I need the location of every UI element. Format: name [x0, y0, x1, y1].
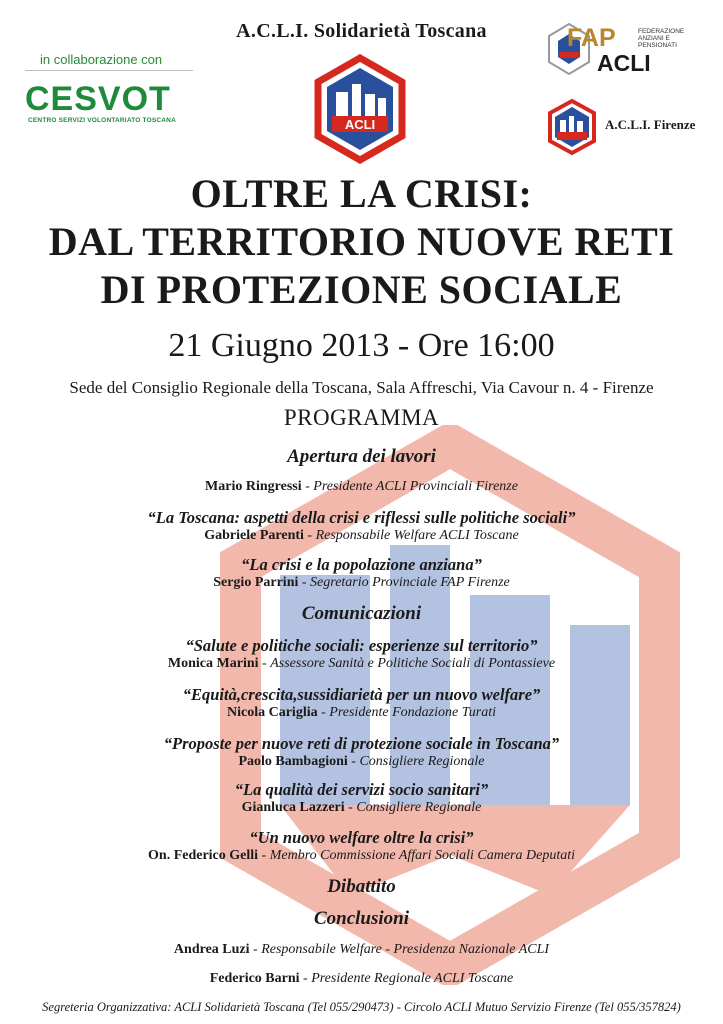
- fap-letters: FAP: [567, 24, 616, 52]
- conclusion-speaker-2: Federico Barni - Presidente Regionale ACLI Toscane: [209, 971, 514, 986]
- section-debate: Dibattito: [327, 876, 396, 897]
- title-line-3: DI PROTEZIONE SOCIALE: [100, 267, 623, 312]
- comm-1-title: “Salute e politiche sociali: esperienze sul territorio”: [185, 636, 538, 655]
- comm-1-speaker: Monica Marini - Assessore Sanità e Politiche Sociali di Pontassieve: [167, 656, 556, 671]
- section-opening: Apertura dei lavori: [287, 446, 436, 467]
- event-date-time: 21 Giugno 2013 - Ore 16:00: [168, 327, 555, 364]
- comm-4-speaker: Gianluca Lazzeri - Consigliere Regionale: [241, 800, 482, 815]
- conclusion-speaker-1: Andrea Luzi - Responsabile Welfare - Presidenza Nazionale ACLI: [173, 942, 550, 957]
- collab-divider: [25, 70, 193, 71]
- talk-1-title: “La Toscana: aspetti della crisi e riflessi sulle politiche sociali”: [147, 508, 576, 527]
- event-venue: Sede del Consiglio Regionale della Toscana, Sala Affreschi, Via Cavour n. 4 - Firenze: [69, 378, 654, 397]
- comm-2-title: “Equità,crescita,sussidiarietà per un nuovo welfare”: [182, 685, 541, 704]
- collab-label: in collaborazione con: [40, 52, 163, 67]
- acli-firenze-label: A.C.L.I. Firenze: [605, 117, 696, 132]
- cesvot-logo: CESVOT: [25, 80, 171, 118]
- section-conclusions: Conclusioni: [313, 908, 410, 929]
- acli-logo: [312, 54, 408, 164]
- acli-logo-text: ACLI: [344, 117, 376, 132]
- comm-2-speaker: Nicola Cariglia - Presidente Fondazione Turati: [227, 705, 496, 720]
- talk-2-speaker: Sergio Parrini - Segretario Provinciale FAP Firenze: [213, 575, 510, 590]
- comm-3-speaker: Paolo Bambagioni - Consigliere Regionale: [238, 754, 485, 769]
- footer-contacts: Segreteria Organizzativa: ACLI Solidarietà Toscana (Tel 055/290473) - Circolo ACLI Mutuo Servizio Firenze (Tel 055/357824): [42, 1000, 681, 1014]
- acli-firenze-logo: [546, 98, 598, 156]
- organization-title: A.C.L.I. Solidarietà Toscana: [236, 20, 487, 42]
- cesvot-subtitle: CENTRO SERVIZI VOLONTARIATO TOSCANA: [28, 117, 176, 124]
- comm-5-title: “Un nuovo welfare oltre la crisi”: [249, 828, 474, 847]
- speaker-opening: Mario Ringressi - Presidente ACLI Provinciali Firenze: [205, 479, 518, 494]
- title-line-1: OLTRE LA CRISI:: [190, 171, 533, 216]
- comm-5-speaker: On. Federico Gelli - Membro Commissione Affari Sociali Camera Deputati: [148, 848, 575, 863]
- event-title: [0, 170, 723, 314]
- comm-4-title: “La qualità dei servizi socio sanitari”: [234, 780, 489, 799]
- talk-2-title: “La crisi e la popolazione anziana”: [241, 555, 482, 574]
- talk-1-speaker: Gabriele Parenti - Responsabile Welfare ACLI Toscane: [204, 528, 519, 543]
- program-heading: PROGRAMMA: [283, 405, 440, 430]
- fap-acli-label: ACLI: [597, 50, 651, 76]
- title-line-2: DAL TERRITORIO NUOVE RETI: [48, 219, 675, 264]
- fap-description: FEDERAZIONE ANZIANI E PENSIONATI: [638, 28, 685, 49]
- comm-3-title: “Proposte per nuove reti di protezione sociale in Toscana”: [163, 734, 560, 753]
- section-communications: Comunicazioni: [301, 603, 422, 624]
